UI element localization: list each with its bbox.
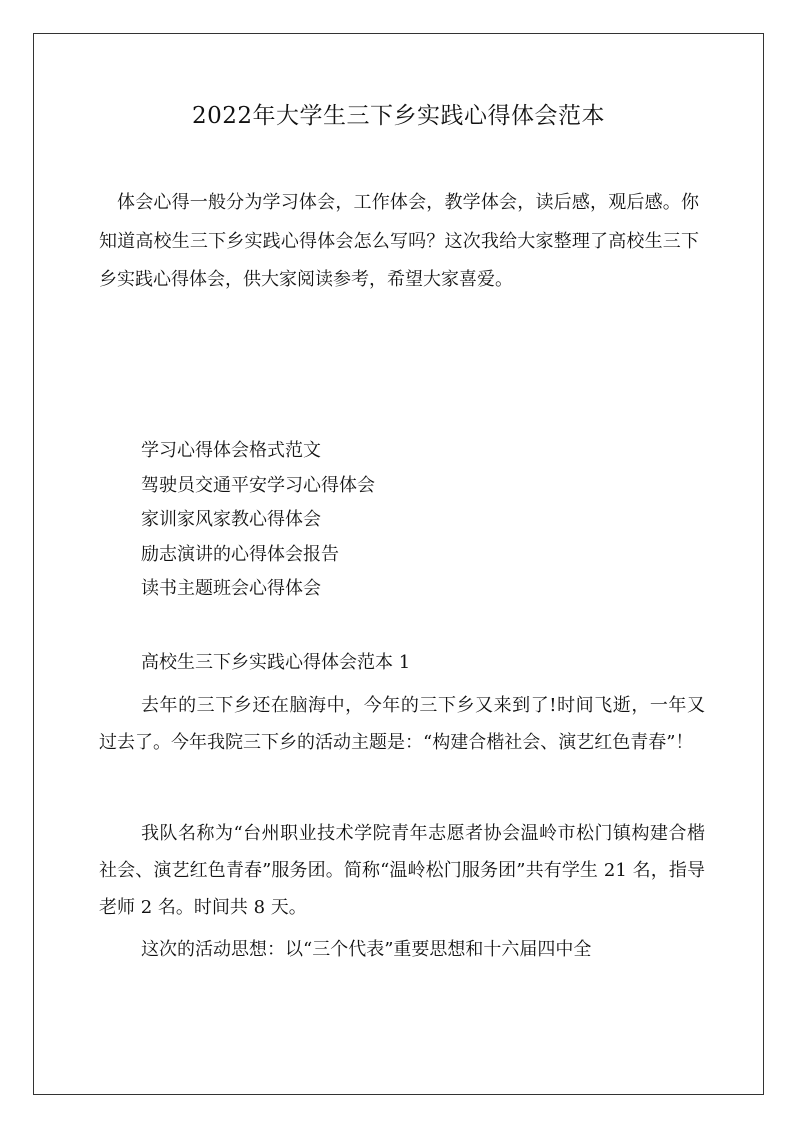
related-links-list xyxy=(141,434,375,607)
body-paragraph: 我队名称为“台州职业技术学院青年志愿者协会温岭市松门镇构建合楷社会、演艺红色青春”服务团。简称“温岭松门服务团”共有学生 21 名，指导老师 2 名。时间共 8 天。 xyxy=(99,823,705,918)
document-title: 2022年大学生三下乡实践心得体会范本 xyxy=(191,103,606,129)
body-paragraph: 去年的三下乡还在脑海中，今年的三下乡又来到了!时间飞逝，一年又过去了。今年我院三下乡的活动主题是：“构建合楷社会、演艺红色青春”！ xyxy=(99,695,705,753)
related-link-family-tradition[interactable]: 家训家风家教心得体会 xyxy=(141,509,321,530)
related-link-inspirational-speech[interactable]: 励志演讲的心得体会报告 xyxy=(141,543,339,565)
body-paragraph: 这次的活动思想：以“三个代表”重要思想和十六届四中全 xyxy=(141,939,592,960)
sample-heading: 高校生三下乡实践心得体会范本 1 xyxy=(141,652,411,673)
related-link-study-format[interactable]: 学习心得体会格式范文 xyxy=(141,440,321,461)
intro-paragraph: 体会心得一般分为学习体会，工作体会，教学体会，读后感，观后感。你知道高校生三下乡实践心得体会怎么写吗？这次我给大家整理了高校生三下乡实践心得体会，供大家阅读参考，希望大家喜爱。 xyxy=(99,192,699,290)
related-link-reading-class-meeting[interactable]: 读书主题班会心得体会 xyxy=(141,578,321,599)
related-link-driver-safety[interactable]: 驾驶员交通平安学习心得体会 xyxy=(141,474,375,496)
